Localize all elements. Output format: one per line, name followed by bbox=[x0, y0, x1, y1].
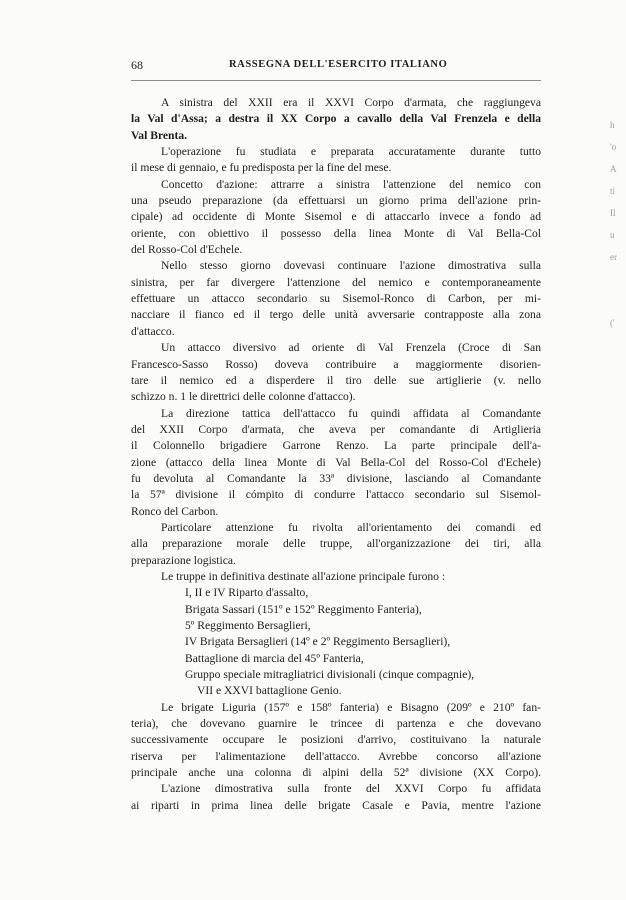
text-line: una pseudo preparazione (da effettuarsi un giorno prima dell'azione prin- bbox=[131, 194, 541, 208]
text-line: Un attacco diversivo ad oriente di Val Frenzela (Croce di San bbox=[161, 341, 541, 355]
edge-mark bbox=[610, 274, 624, 296]
text-line: Brigata Sassari (151º e 152º Reggimento Fanteria), bbox=[185, 602, 422, 616]
text-line: VII e XXVI battaglione Genio. bbox=[197, 684, 342, 698]
text-line: d'attacco. bbox=[131, 324, 175, 338]
text-line: del XXII Corpo d'armata, che aveva per comandante di Artiglieria bbox=[131, 422, 541, 436]
text-line: Le truppe in definitiva destinate all'azione principale furono : bbox=[161, 569, 446, 583]
text-line: nacciare il fianco ed il tergo delle unità avversarie contrapposte alla zona bbox=[131, 308, 541, 322]
text-line: Francesco-Sasso Rosso) doveva contribuire a maggiormente disorien- bbox=[131, 357, 541, 371]
text-line: riserva per l'alimentazione dell'attacco. Avrebbe concorso all'azione bbox=[131, 749, 541, 763]
text-line: Nello stesso giorno dovevasi continuare l'azione dimostrativa sulla bbox=[161, 259, 541, 273]
text-line: A sinistra del XXII era il XXVI Corpo d'armata, che raggiungeva bbox=[161, 96, 541, 109]
text-line: Le brigate Liguria (157º e 158º fanteria) e Bisagno (209º e 210º fan- bbox=[161, 700, 541, 714]
text-line: zione (attacco della linea Monte di Val Bella-Col del Rosso-Col d'Echele) bbox=[131, 455, 541, 469]
text-line: Concetto d'azione: attrarre a sinistra l'attenzione del nemico con bbox=[161, 177, 541, 191]
text-line: il Colonnello brigadiere Garrone Renzo. La parte principale dell'a- bbox=[131, 439, 541, 453]
text-line: IV Brigata Bersaglieri (14º e 2º Reggimento Bersaglieri), bbox=[185, 635, 451, 649]
text-line: ai riparti in prima linea delle brigate Casale e Pavia, mentre l'azione bbox=[131, 798, 541, 812]
text-line: del Rosso-Col d'Echele. bbox=[131, 243, 243, 257]
edge-mark: h bbox=[610, 120, 615, 130]
text-line: effettuare un attacco secondario su Sisemol-Ronco di Carbon, per mi- bbox=[131, 292, 541, 306]
text-line: la Val d'Assa; a destra il XX Corpo a cavallo della Val Frenzela e della bbox=[131, 112, 541, 126]
text-line: principale anche una colonna di alpini della 52ª divisione (XX Corpo). bbox=[131, 766, 541, 780]
edge-mark: 'o bbox=[610, 142, 617, 152]
page-number: 68 bbox=[131, 58, 143, 72]
text-line: tare il nemico ed a disperdere il tiro delle sue artiglierie (v. nello bbox=[131, 373, 541, 387]
text-line: successivamente occupare le posizioni d'arrivo, costituivano la naturale bbox=[131, 733, 541, 747]
text-line: L'azione dimostrativa sulla fronte del XXVI Corpo fu affidata bbox=[161, 782, 541, 796]
edge-mark: (' bbox=[610, 318, 615, 328]
running-header bbox=[131, 58, 535, 74]
edge-mark: er bbox=[610, 252, 617, 262]
text-line: teria), che dovevano guarnire le trincee di partenza e che dovevano bbox=[131, 717, 541, 731]
header-rule bbox=[131, 80, 541, 81]
text-line: la 57ª divisione il cómpito di condurre l'attacco secondario sul Sisemol- bbox=[131, 488, 541, 502]
text-line: Gruppo speciale mitragliatrici divisionali (cinque compagnie), bbox=[185, 668, 475, 682]
text-line: La direzione tattica dell'attacco fu quindi affidata al Comandante bbox=[161, 406, 541, 420]
text-line: Particolare attenzione fu rivolta all'orientamento dei comandi ed bbox=[161, 520, 541, 534]
text-line: Battaglione di marcia del 45º Fanteria, bbox=[185, 651, 364, 665]
edge-mark: Il bbox=[610, 208, 616, 218]
edge-mark: A bbox=[610, 164, 617, 174]
text-line: Val Brenta. bbox=[131, 128, 188, 142]
text-line: sinistra, per far divergere l'attenzione del nemico e contemporaneamente bbox=[131, 275, 541, 289]
edge-mark: ti bbox=[610, 186, 616, 196]
text-line: I, II e IV Riparto d'assalto, bbox=[185, 586, 309, 600]
text-line: il mese di gennaio, e fu predisposta per la fine del mese. bbox=[131, 161, 392, 175]
text-line: Ronco del Carbon. bbox=[131, 504, 219, 518]
adjacent-page-bleed bbox=[610, 120, 624, 360]
text-line: oriente, con obiettivo il possesso della linea Monte di Val Bella-Col bbox=[131, 226, 541, 240]
text-line: 5º Reggimento Bersaglieri, bbox=[185, 619, 311, 632]
text-line: preparazione logistica. bbox=[131, 553, 236, 567]
edge-mark bbox=[610, 296, 624, 318]
running-title: RASSEGNA DELL'ESERCITO ITALIANO bbox=[229, 59, 448, 70]
text-line: alla preparazione morale delle truppe, all'organizzazione dei tiri, alla bbox=[131, 537, 541, 551]
text-line: cipale) ad occidente di Monte Sisemol e di attaccarlo invece a fondo ad bbox=[131, 210, 541, 224]
edge-mark: u bbox=[610, 230, 615, 240]
text-line: L'operazione fu studiata e preparata accuratamente durante tutto bbox=[161, 145, 541, 159]
body-text bbox=[131, 95, 541, 814]
text-line: fu devoluta al Comandante la 33ª divisione, lasciando al Comandante bbox=[131, 471, 541, 485]
text-line: schizzo n. 1 le direttrici delle colonne d'attacco). bbox=[131, 390, 356, 404]
